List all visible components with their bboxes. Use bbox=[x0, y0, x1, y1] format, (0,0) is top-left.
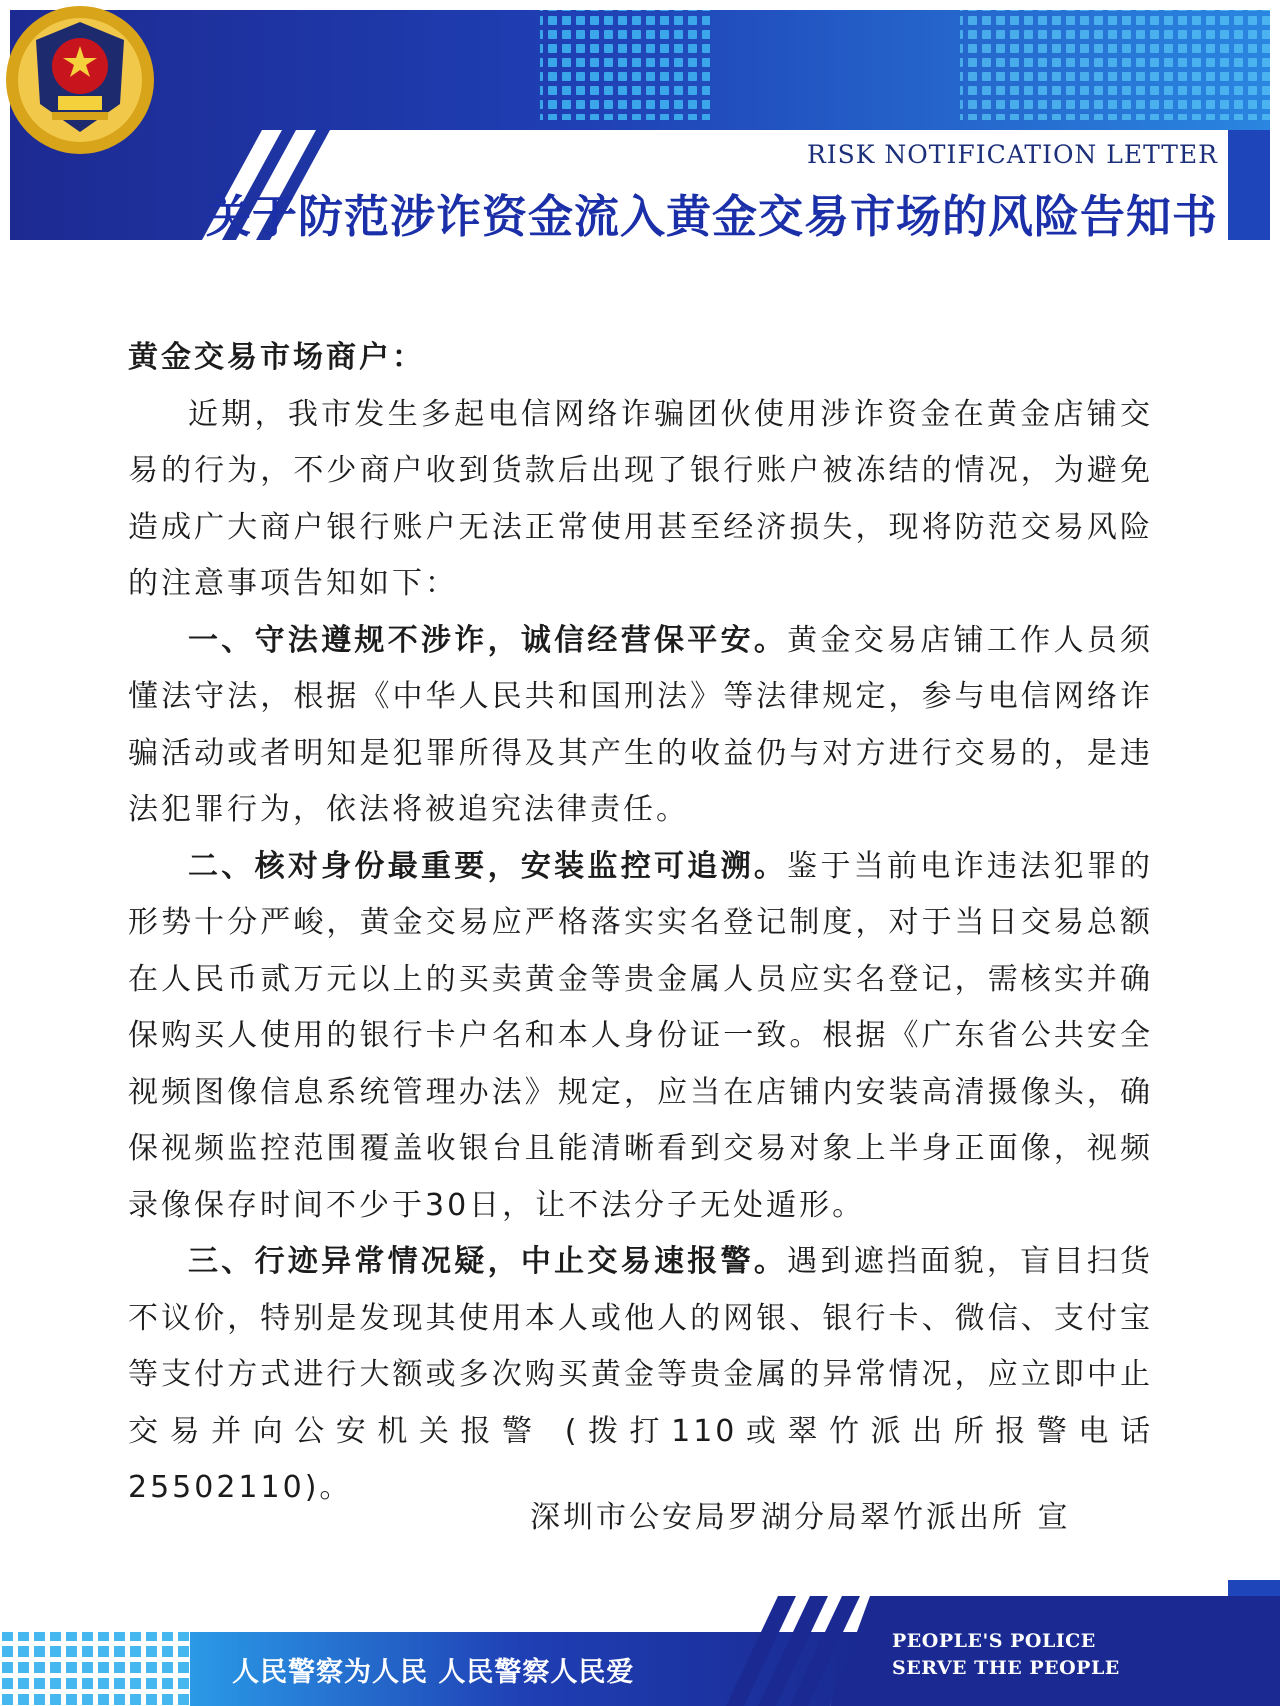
footer-slogan-en-line2: SERVE THE PEOPLE bbox=[892, 1657, 1120, 1679]
notice-body bbox=[128, 330, 1153, 1517]
footer-slogan-en bbox=[892, 1628, 1120, 1682]
footer-banner bbox=[0, 1580, 1280, 1706]
header-subtitle-en: RISK NOTIFICATION LETTER bbox=[806, 140, 1218, 169]
footer-slogan-en-line1: PEOPLE'S POLICE bbox=[892, 1630, 1096, 1652]
police-emblem-icon bbox=[0, 0, 160, 160]
header-banner bbox=[0, 0, 1280, 245]
item-heading-1: 一、守法遵规不涉诈，诚信经营保平安。 bbox=[188, 622, 788, 658]
item-paragraph-2 bbox=[128, 839, 1153, 1235]
salutation: 黄金交易市场商户： bbox=[128, 340, 425, 375]
item-text-3: 遇到遮挡面貌，盲目扫货不议价，特别是发现其使用本人或他人的网银、银行卡、微信、支付宝等支付方式进行大额或多次购买黄金等贵金属的异常情况，应立即中止交易并向公安机关报警 (拨打110或翠竹派出所报警电话25502110)。 bbox=[128, 1244, 1154, 1505]
item-text-2: 鉴于当前电诈违法犯罪的形势十分严峻，黄金交易应严格落实实名登记制度，对于当日交易总额在人民币贰万元以上的买卖黄金等贵金属人员应实名登记，需核实并确保购买人使用的银行卡户名和本人身份证一致。根据《广东省公共安全视频图像信息系统管理办法》规定，应当在店铺内安装高清摄像头，确保视频监控范围覆盖收银台且能清晰看到交易对象上半身正面像，视频录像保存时间不少于30日，让不法分子无处遁形。 bbox=[128, 848, 1154, 1223]
footer-slogan-cn: 人民警察为人民 人民警察人民爱 bbox=[232, 1657, 635, 1688]
page-title: 关于防范涉诈资金流入黄金交易市场的风险告知书 bbox=[205, 190, 1218, 243]
item-text-1: 黄金交易店铺工作人员须懂法守法，根据《中华人民共和国刑法》等法律规定，参与电信网络诈骗活动或者明知是犯罪所得及其产生的收益仍与对方进行交易的，是违法犯罪行为，依法将被追究法律责任。 bbox=[128, 622, 1154, 827]
intro-paragraph: 近期，我市发生多起电信网络诈骗团伙使用涉诈资金在黄金店铺交易的行为，不少商户收到货款后出现了银行账户被冻结的情况，为避免造成广大商户银行账户无法正常使用甚至经济损失，现将防范交易风险的注意事项告知如下： bbox=[128, 396, 1153, 601]
signature: 深圳市公安局罗湖分局翠竹派出所 宣 bbox=[530, 1500, 1071, 1535]
item-heading-3: 三、行迹异常情况疑，中止交易速报警。 bbox=[188, 1244, 788, 1279]
item-paragraph-1 bbox=[128, 613, 1153, 839]
item-paragraph-3 bbox=[128, 1234, 1153, 1517]
item-heading-2: 二、核对身份最重要，安装监控可追溯。 bbox=[188, 848, 788, 884]
